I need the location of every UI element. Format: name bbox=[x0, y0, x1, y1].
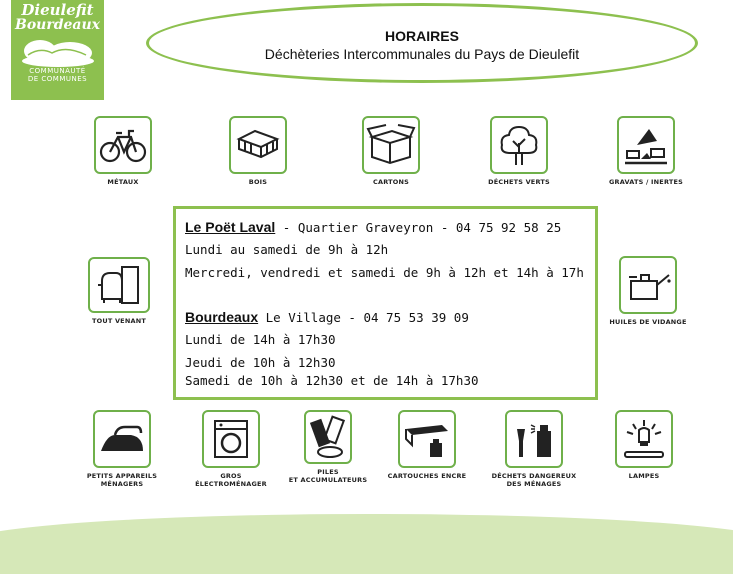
category-label: TOUT VENANT bbox=[92, 317, 146, 325]
category-label-1: GROS bbox=[220, 472, 242, 480]
category-label-1: PILES bbox=[317, 468, 339, 476]
location-details: Le Village - 04 75 53 39 09 bbox=[258, 310, 469, 325]
category-tout-venant bbox=[74, 257, 164, 325]
category-gravats bbox=[601, 116, 691, 186]
category-label-2: DES MÉNAGES bbox=[506, 480, 562, 488]
location-name: Le Poët Laval bbox=[185, 219, 276, 235]
category-label: GRAVATS / INERTES bbox=[608, 178, 684, 186]
community-logo bbox=[11, 0, 104, 100]
logo-line-3: COMMUNAUTÉ bbox=[29, 67, 86, 75]
category-gros-electro bbox=[186, 410, 276, 488]
pallet-icon bbox=[233, 125, 283, 165]
rubble-icon bbox=[621, 123, 671, 167]
category-petits-appareils bbox=[77, 410, 167, 488]
category-label: MÉTAUX bbox=[107, 178, 139, 186]
location-details: - Quartier Graveyron - 04 75 92 58 25 bbox=[275, 220, 562, 235]
battery-icon bbox=[308, 414, 348, 460]
category-label: DÉCHETS VERTS bbox=[488, 178, 550, 186]
page-subtitle: Déchèteries Intercommunales du Pays de Dieulefit bbox=[264, 46, 580, 62]
tree-icon bbox=[494, 123, 544, 167]
logo-line-2: Bourdeaux bbox=[14, 17, 101, 33]
category-label-1: DÉCHETS DANGEREUX bbox=[491, 472, 577, 480]
category-cartouches bbox=[382, 410, 472, 480]
bourdeaux-hours-1: Lundi de 14h à 17h30 bbox=[185, 332, 336, 347]
category-label: HUILES DE VIDANGE bbox=[609, 318, 687, 326]
armchair-icon bbox=[94, 263, 144, 307]
category-label: LAMPES bbox=[628, 472, 660, 480]
poet-laval-hours-2: Mercredi, vendredi et samedi de 9h à 12h et 14h à 17h bbox=[185, 265, 584, 280]
category-bois bbox=[213, 116, 303, 186]
category-lampes bbox=[599, 410, 689, 480]
schedule-box bbox=[173, 206, 598, 400]
header-ellipse bbox=[146, 3, 698, 83]
category-piles bbox=[283, 410, 373, 484]
footer-wave bbox=[0, 514, 733, 574]
category-label: BOIS bbox=[248, 178, 268, 186]
category-cartons bbox=[346, 116, 436, 186]
oil-can-icon bbox=[623, 263, 673, 307]
page-title: HORAIRES bbox=[385, 28, 459, 44]
category-label-2: ÉLECTROMÉNAGER bbox=[195, 480, 267, 488]
ink-cartridge-icon bbox=[402, 417, 452, 461]
bourdeaux-hours-3: Samedi de 10h à 12h30 et de 14h à 17h30 bbox=[185, 373, 479, 388]
category-label-2: MÉNAGERS bbox=[100, 480, 144, 488]
bicycle-icon bbox=[98, 125, 148, 165]
poet-laval-header bbox=[185, 219, 561, 235]
category-dechets-verts bbox=[474, 116, 564, 186]
cardboard-box-icon bbox=[366, 123, 416, 167]
bourdeaux-header bbox=[185, 309, 469, 325]
category-label: CARTONS bbox=[373, 178, 409, 186]
lamp-icon bbox=[619, 416, 669, 462]
mountains-icon bbox=[18, 33, 98, 67]
category-label: CARTOUCHES ENCRE bbox=[387, 472, 467, 480]
logo-line-1: Dieulefit bbox=[21, 1, 94, 19]
category-label-1: PETITS APPAREILS bbox=[86, 472, 158, 480]
category-label-2: ET ACCUMULATEURS bbox=[288, 476, 368, 484]
category-huiles bbox=[603, 256, 693, 326]
washing-machine-icon bbox=[209, 417, 253, 461]
spray-can-icon bbox=[509, 417, 559, 461]
bourdeaux-hours-2: Jeudi de 10h à 12h30 bbox=[185, 355, 336, 370]
iron-icon bbox=[97, 419, 147, 459]
logo-line-4: DE COMMUNES bbox=[27, 75, 88, 83]
location-name: Bourdeaux bbox=[185, 309, 259, 325]
category-dechets-dangereux bbox=[489, 410, 579, 488]
category-metaux bbox=[78, 116, 168, 186]
poet-laval-hours-1: Lundi au samedi de 9h à 12h bbox=[185, 242, 389, 257]
